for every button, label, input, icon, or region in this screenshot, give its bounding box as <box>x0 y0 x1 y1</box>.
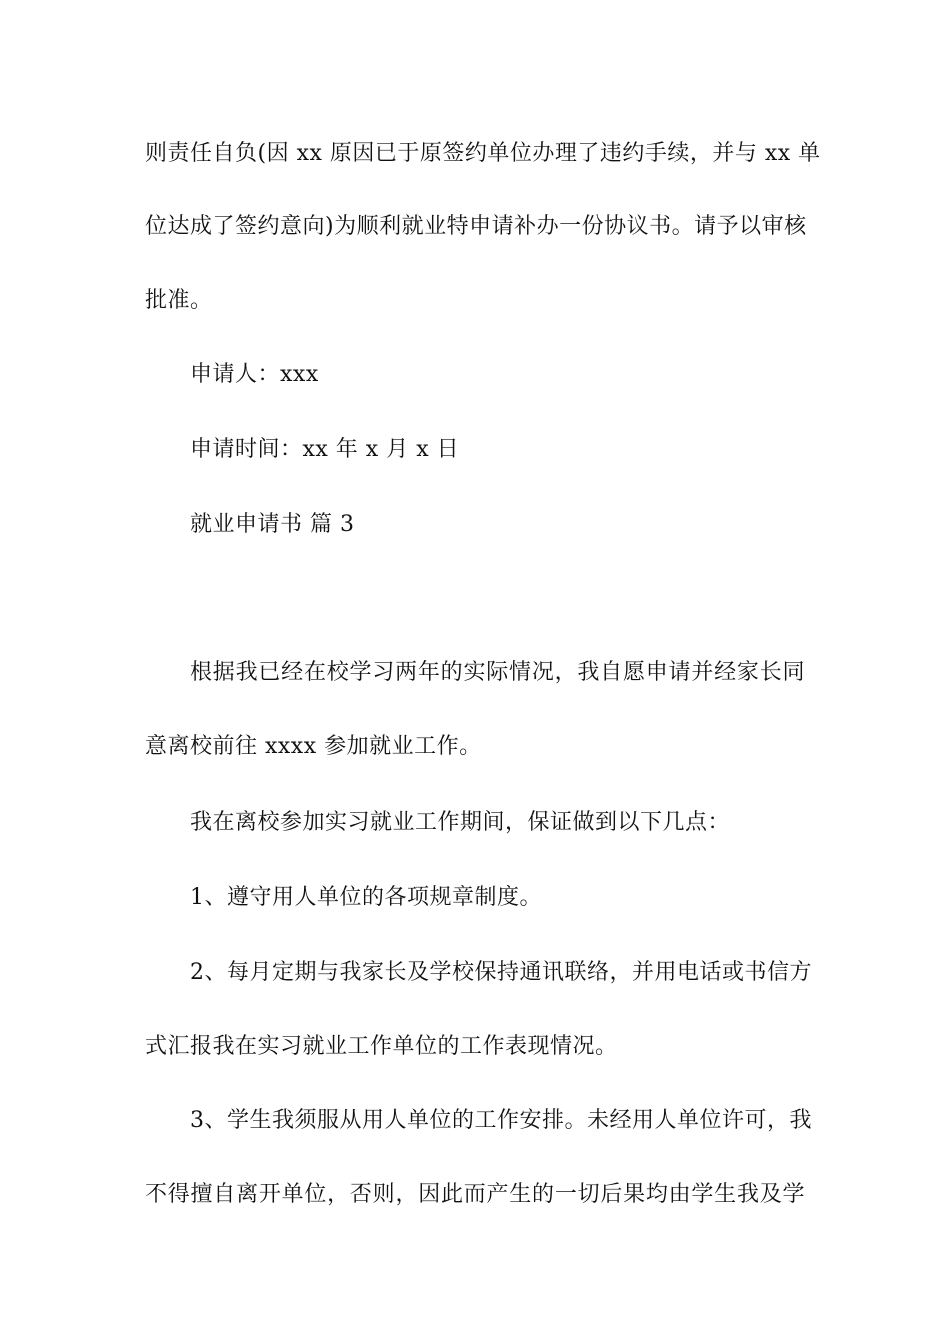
paragraph-line: 不得擅自离开单位，否则，因此而产生的一切后果均由学生我及学 <box>145 1182 805 1207</box>
paragraph-line: 式汇报我在实习就业工作单位的工作表现情况。 <box>145 1034 618 1059</box>
list-item: 2、每月定期与我家长及学校保持通讯联络，并用电话或书信方 <box>190 960 812 985</box>
list-item: 1、遵守用人单位的各项规章制度。 <box>190 885 542 910</box>
paragraph-line: 批准。 <box>145 288 213 313</box>
applicant-line: 申请人：xxx <box>190 362 319 387</box>
paragraph-line: 位达成了签约意向)为顺利就业特申请补办一份协议书。请予以审核 <box>145 214 807 239</box>
paragraph-line: 则责任自负(因 xx 原因已于原签约单位办理了违约手续，并与 xx 单 <box>145 141 821 166</box>
list-item: 3、学生我须服从用人单位的工作安排。未经用人单位许可，我 <box>190 1108 812 1133</box>
paragraph-line: 意离校前往 xxxx 参加就业工作。 <box>145 734 482 759</box>
paragraph-line: 根据我已经在校学习两年的实际情况，我自愿申请并经家长同 <box>190 660 805 685</box>
application-date-line: 申请时间：xx 年 x 月 x 日 <box>190 437 460 462</box>
paragraph-line: 我在离校参加实习就业工作期间，保证做到以下几点： <box>190 810 731 835</box>
section-heading: 就业申请书 篇 3 <box>190 512 355 537</box>
